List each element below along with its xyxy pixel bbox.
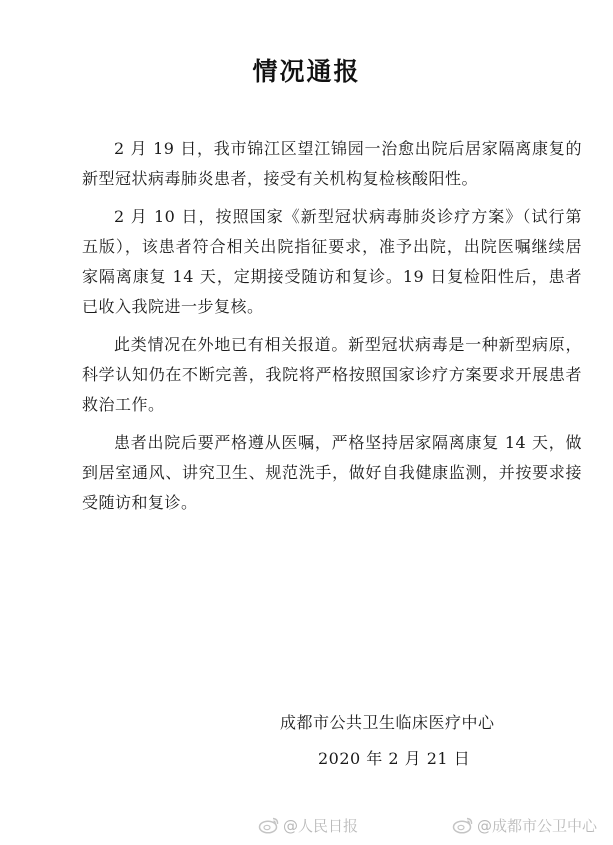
watermark-text: @成都市公卫中心: [477, 816, 598, 835]
paragraph-1: 2 月 19 日，我市锦江区望江锦园一治愈出院后居家隔离康复的新型冠状病毒肺炎患者，接受有关机构复检核酸阳性。: [82, 139, 582, 188]
signature-organization: 成都市公共卫生临床医疗中心: [280, 713, 495, 732]
watermark-chengdu-center: [452, 812, 597, 838]
document-title: 情况通报: [252, 57, 361, 86]
watermark-people-daily: [258, 812, 358, 838]
watermark-text: @人民日报: [283, 816, 359, 835]
paragraph-4: 患者出院后要严格遵从医嘱，严格坚持居家隔离康复 14 天，做到居室通风、讲究卫生、规范洗手，做好自我健康监测，并按要求接受随访和复诊。: [82, 433, 582, 512]
weibo-icon: [452, 816, 474, 834]
paragraph-3: 此类情况在外地已有相关报道。新型冠状病毒是一种新型病原，科学认知仍在不断完善，我院将严格按照国家诊疗方案要求开展患者救治工作。: [82, 335, 582, 414]
document-body: [82, 134, 582, 526]
paragraph-2: 2 月 10 日，按照国家《新型冠状病毒肺炎诊疗方案》（试行第五版），该患者符合相关出院指征要求，准予出院，出院医嘱继续居家隔离康复 14 天，定期接受随访和复诊。19 日复检阳性后，患者已收入我院进一步复核。: [82, 207, 582, 316]
signature-date: 2020 年 2 月 21 日: [318, 749, 471, 768]
weibo-icon: [258, 816, 280, 834]
